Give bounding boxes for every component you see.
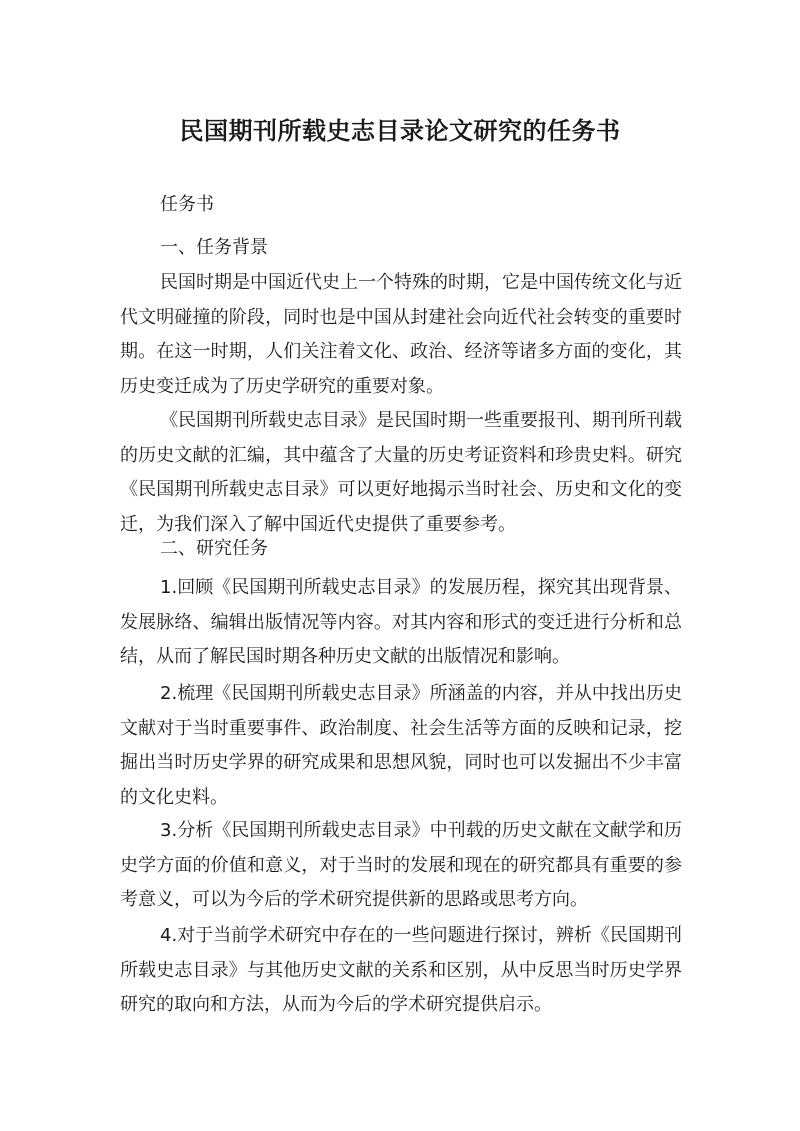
task-item-4: 4.对于当前学术研究中存在的一些问题进行探讨，辨析《民国期刊所载史志目录》与其他历史文献的关系和区别，从中反思当时历史学界研究的取向和方法，从而为今后的学术研究提供启示。 — [120, 925, 682, 1015]
background-paragraph-2: 《民国期刊所载史志目录》是民国时期一些重要报刊、期刊所刊载的历史文献的汇编，其中蕴含了大量的历史考证资料和珍贵史料。研究《民国期刊所载史志目录》可以更好地揭示当时社会、历史和文化的变迁，为我们深入了解中国近代史提供了重要参考。 — [120, 410, 682, 535]
task-item-2: 2.梳理《民国期刊所载史志目录》所涵盖的内容，并从中找出历史文献对于当时重要事件、政治制度、社会生活等方面的反映和记录，挖掘出当时历史学界的研究成果和思想风貌，同时也可以发掘出不少丰富的文化史料。 — [120, 683, 682, 808]
section-heading-background: 一、任务背景 — [160, 237, 268, 258]
task-item-1: 1.回顾《民国期刊所载史志目录》的发展历程，探究其出现背景、发展脉络、编辑出版情况等内容。对其内容和形式的变迁进行分析和总结，从而了解民国时期各种历史文献的出版情况和影响。 — [120, 577, 682, 667]
document-title: 民国期刊所载史志目录论文研究的任务书 — [179, 117, 621, 145]
task-item-3: 3.分析《民国期刊所载史志目录》中刊载的历史文献在文献学和历史学方面的价值和意义，对于当时的发展和现在的研究都具有重要的参考意义，可以为今后的学术研究提供新的思路或思考方向。 — [120, 820, 682, 910]
section-heading-tasks: 二、研究任务 — [160, 538, 268, 559]
background-paragraph-1: 民国时期是中国近代史上一个特殊的时期，它是中国传统文化与近代文明碰撞的阶段，同时也是中国从封建社会向近代社会转变的重要时期。在这一时期，人们关注着文化、政治、经济等诸多方面的变化，其历史变迁成为了历史学研究的重要对象。 — [120, 272, 682, 397]
document-label: 任务书 — [160, 194, 214, 215]
